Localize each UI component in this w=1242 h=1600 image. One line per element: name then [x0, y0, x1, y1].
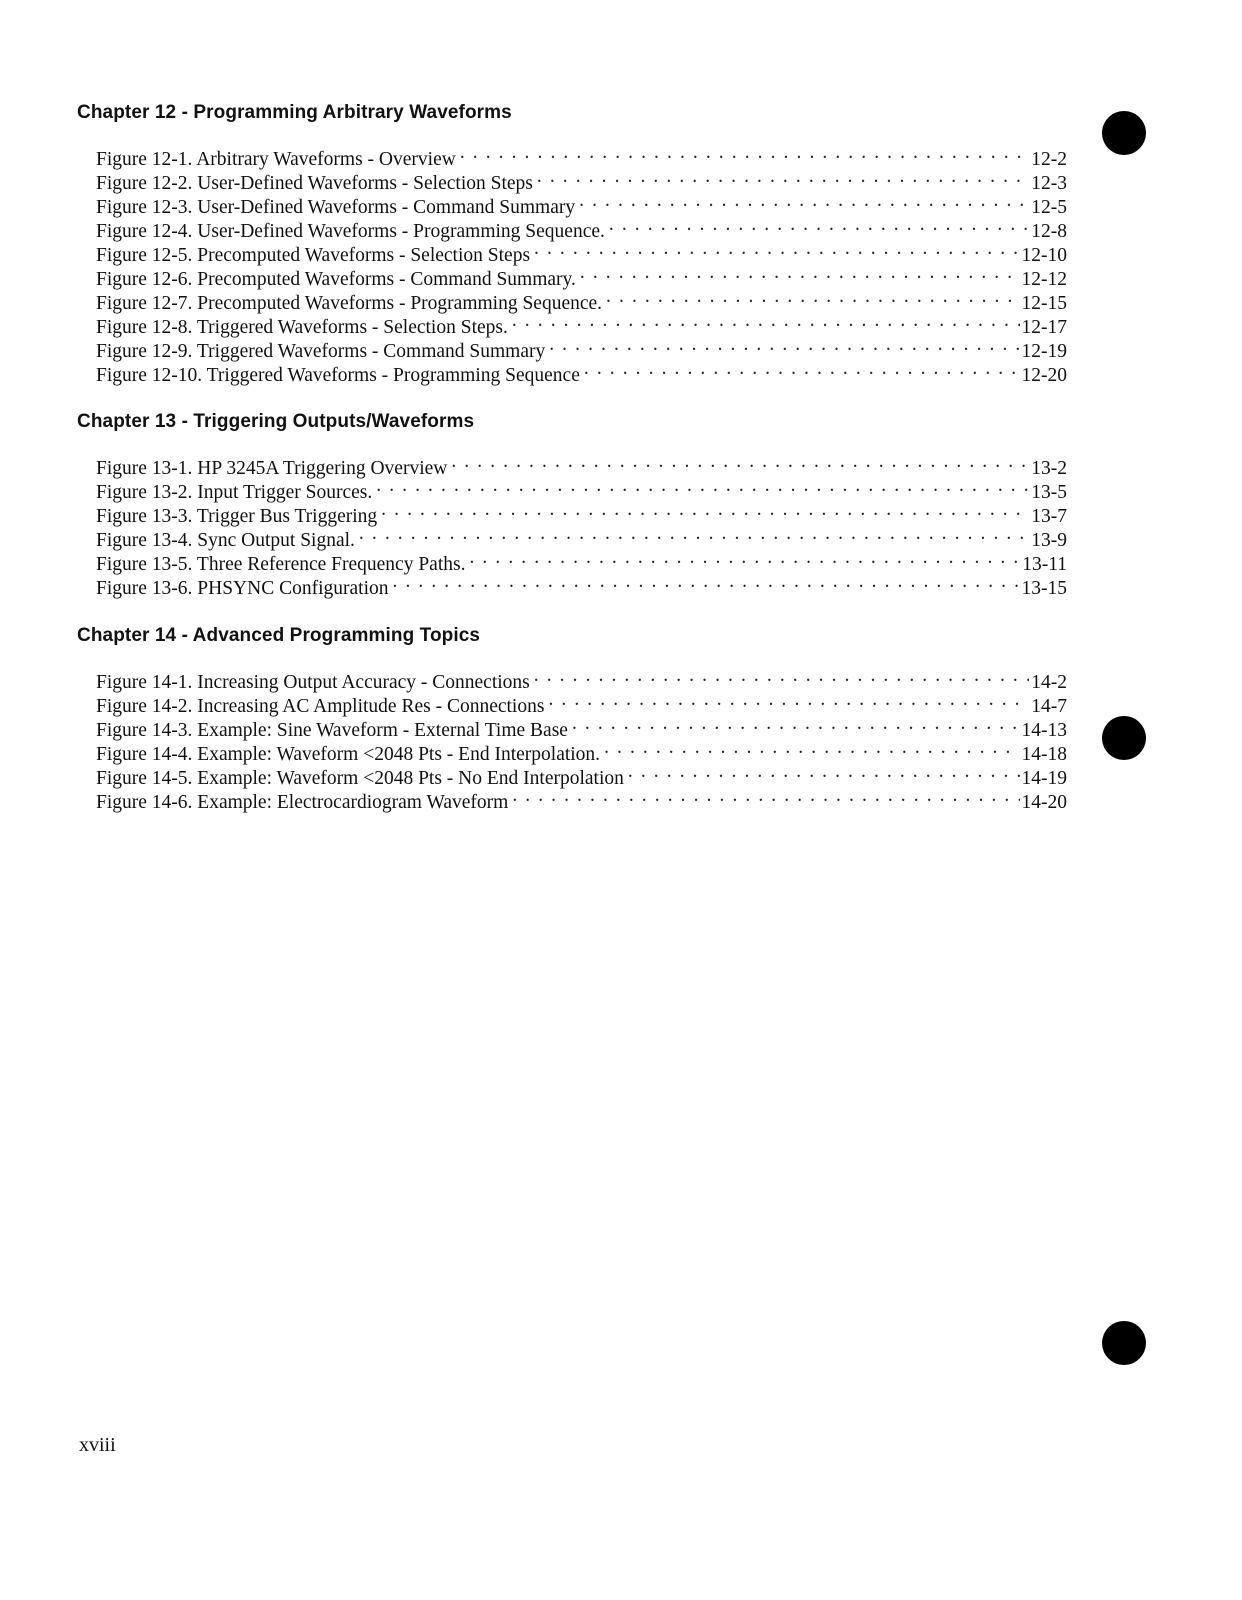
chapter-14-figure-list — [77, 664, 1067, 813]
chapter-13-section — [77, 410, 1067, 599]
entry-page-number: 13-15 — [1021, 578, 1067, 599]
entry-page-number: 14-20 — [1021, 792, 1067, 813]
entry-page-number: 13-11 — [1022, 554, 1067, 575]
entry-label: Figure 13-2. Input Trigger Sources. — [96, 482, 373, 503]
entry-page-number: 12-10 — [1021, 245, 1067, 266]
chapter-14-title: Chapter 14 - Advanced Programming Topics — [77, 625, 481, 646]
toc-entry-figure-13-1[interactable] — [96, 450, 1067, 479]
punch-hole-icon — [1102, 716, 1146, 760]
entry-page-number: 12-20 — [1021, 365, 1067, 386]
dot-leader — [512, 309, 1020, 333]
entry-label: Figure 14-6. Example: Electrocardiogram Waveform — [96, 792, 509, 813]
dot-leader — [393, 570, 1020, 594]
dot-leader — [579, 189, 1029, 213]
entry-page-number: 14-18 — [1021, 744, 1067, 765]
entry-page-number: 12-15 — [1021, 293, 1067, 314]
entry-label: Figure 14-4. Example: Waveform <2048 Pts - End Interpolation. — [96, 744, 601, 765]
entry-page-number: 12-2 — [1031, 149, 1067, 170]
dot-leader — [451, 450, 1029, 474]
dot-leader — [584, 357, 1020, 381]
dot-leader — [359, 522, 1029, 546]
dot-leader — [606, 285, 1019, 309]
entry-label: Figure 12-10. Triggered Waveforms - Programming Sequence — [96, 365, 580, 386]
entry-page-number: 13-9 — [1031, 530, 1067, 551]
entry-label: Figure 14-1. Increasing Output Accuracy - Connections — [96, 672, 530, 693]
entry-page-number: 12-3 — [1031, 173, 1067, 194]
dot-leader — [537, 165, 1029, 189]
entry-label: Figure 13-5. Three Reference Frequency Paths. — [96, 554, 466, 575]
entry-page-number: 14-13 — [1021, 720, 1067, 741]
dot-leader — [628, 760, 1020, 784]
dot-leader — [534, 237, 1019, 261]
chapter-12-figure-list — [77, 141, 1067, 386]
entry-page-number: 13-7 — [1031, 506, 1067, 527]
toc-entry-figure-12-1[interactable] — [96, 141, 1067, 170]
entry-page-number: 13-5 — [1031, 482, 1067, 503]
chapter-14-section — [77, 624, 1067, 813]
dot-leader — [376, 474, 1029, 498]
toc-entry-figure-14-1[interactable] — [96, 664, 1067, 693]
entry-label: Figure 14-3. Example: Sine Waveform - External Time Base — [96, 720, 568, 741]
entry-label: Figure 13-6. PHSYNC Configuration — [96, 578, 389, 599]
chapter-13-title: Chapter 13 - Triggering Outputs/Waveforms — [77, 411, 475, 432]
entry-label: Figure 12-5. Precomputed Waveforms - Selection Steps — [96, 245, 531, 266]
entry-page-number: 12-17 — [1021, 317, 1067, 338]
entry-page-number: 12-8 — [1031, 221, 1067, 242]
dot-leader — [604, 736, 1019, 760]
dot-leader — [460, 141, 1029, 165]
chapter-12-section — [77, 101, 1067, 386]
dot-leader — [512, 784, 1019, 808]
dot-leader — [580, 261, 1020, 285]
dot-leader — [381, 498, 1029, 522]
entry-label: Figure 12-6. Precomputed Waveforms - Command Summary. — [96, 269, 576, 290]
entry-label: Figure 14-5. Example: Waveform <2048 Pts - No End Interpolation — [96, 768, 624, 789]
entry-label: Figure 13-4. Sync Output Signal. — [96, 530, 355, 551]
entry-page-number: 14-19 — [1021, 768, 1067, 789]
chapter-12-title: Chapter 12 - Programming Arbitrary Waveforms — [77, 102, 512, 123]
dot-leader — [609, 213, 1029, 237]
entry-label: Figure 14-2. Increasing AC Amplitude Res - Connections — [96, 696, 545, 717]
entry-page-number: 14-7 — [1031, 696, 1067, 717]
chapter-13-figure-list — [77, 450, 1067, 599]
punch-hole-icon — [1102, 1321, 1146, 1365]
entry-page-number: 12-5 — [1031, 197, 1067, 218]
dot-leader — [534, 664, 1029, 688]
entry-label: Figure 12-1. Arbitrary Waveforms - Overview — [96, 149, 456, 170]
dot-leader — [469, 546, 1020, 570]
entry-label: Figure 12-8. Triggered Waveforms - Selection Steps. — [96, 317, 508, 338]
entry-label: Figure 12-9. Triggered Waveforms - Command Summary — [96, 341, 546, 362]
punch-hole-icon — [1102, 111, 1146, 155]
entry-label: Figure 12-3. User-Defined Waveforms - Command Summary — [96, 197, 576, 218]
dot-leader — [548, 688, 1029, 712]
dot-leader — [572, 712, 1020, 736]
entry-page-number: 12-19 — [1021, 341, 1067, 362]
dot-leader — [549, 333, 1019, 357]
entry-label: Figure 12-4. User-Defined Waveforms - Programming Sequence. — [96, 221, 605, 242]
entry-label: Figure 12-2. User-Defined Waveforms - Selection Steps — [96, 173, 533, 194]
entry-label: Figure 12-7. Precomputed Waveforms - Programming Sequence. — [96, 293, 603, 314]
entry-page-number: 13-2 — [1031, 458, 1067, 479]
page-number-folio: xviii — [79, 1434, 116, 1456]
entry-page-number: 14-2 — [1031, 672, 1067, 693]
entry-page-number: 12-12 — [1021, 269, 1067, 290]
entry-label: Figure 13-1. HP 3245A Triggering Overview — [96, 458, 448, 479]
entry-label: Figure 13-3. Trigger Bus Triggering — [96, 506, 378, 527]
